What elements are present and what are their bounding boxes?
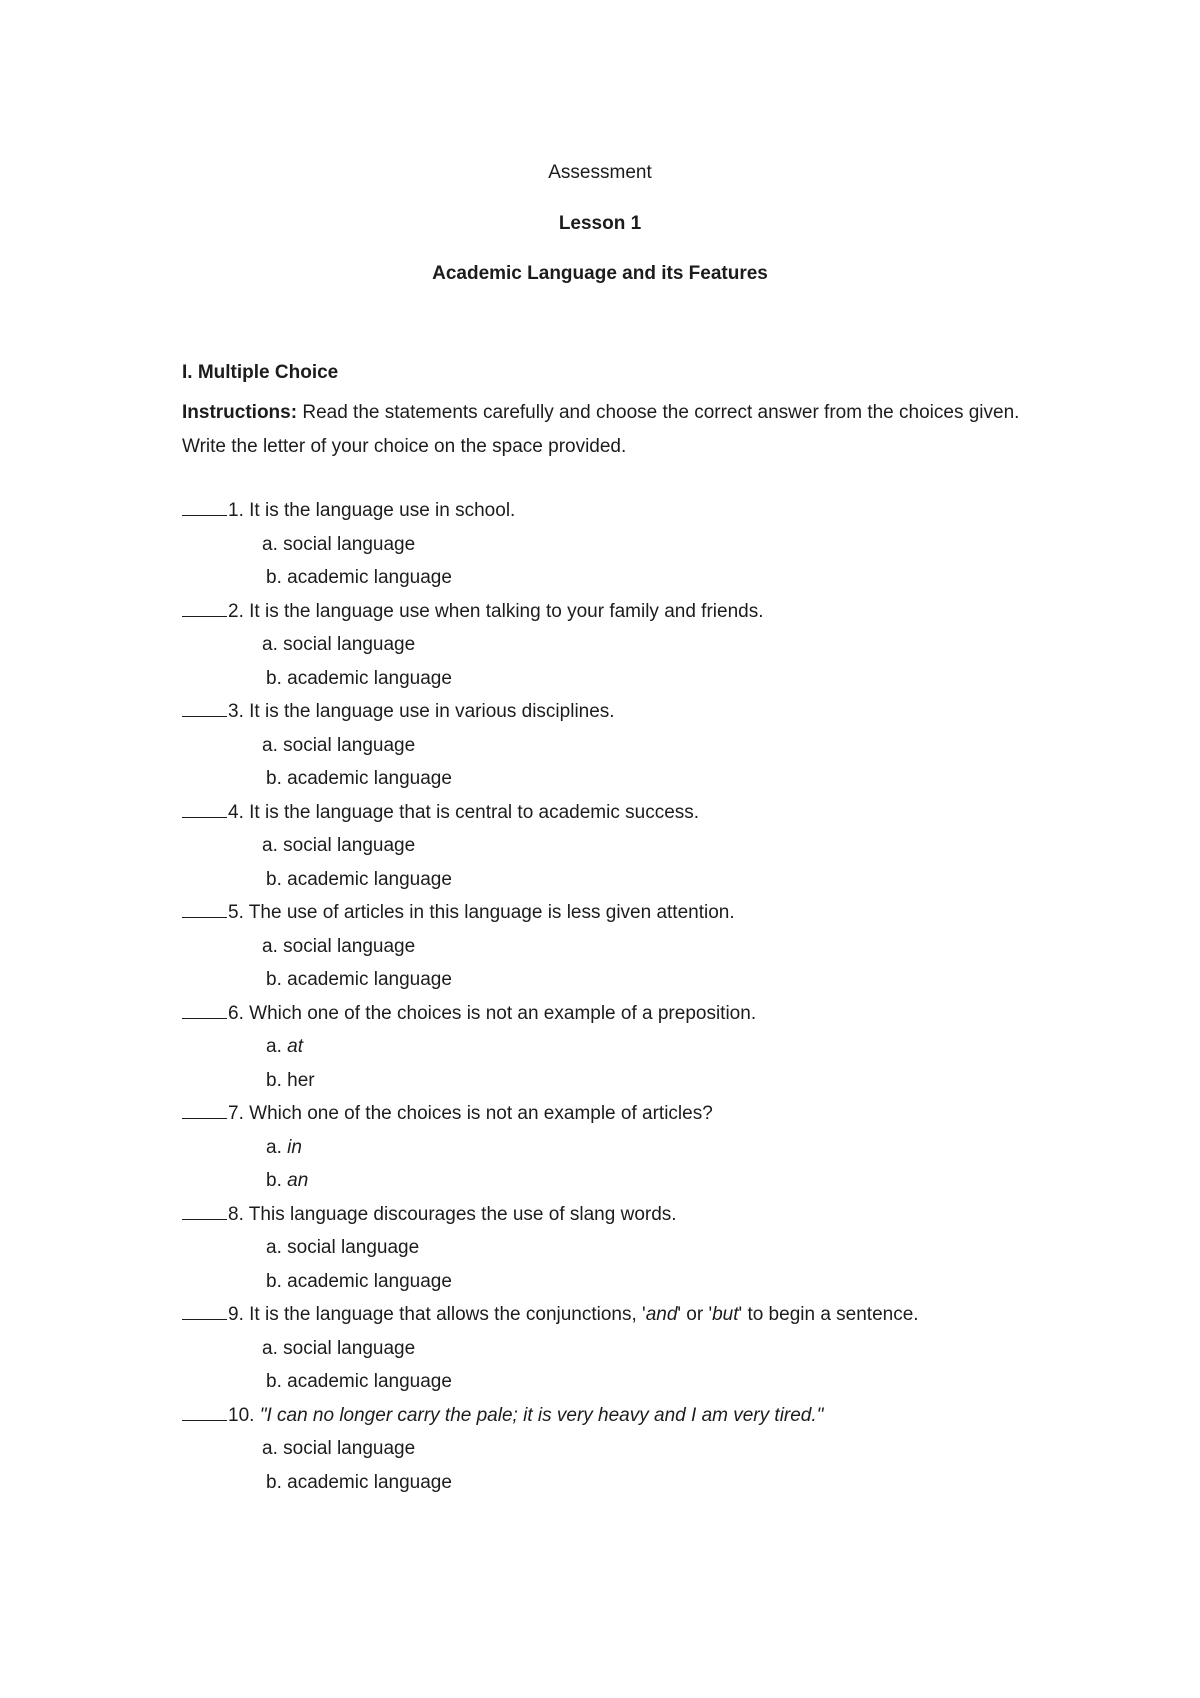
answer-blank[interactable]: [182, 595, 227, 617]
option-b: b. academic language: [266, 969, 452, 990]
option-letter: a.: [266, 1036, 288, 1057]
question-text: It is the language use in school.: [243, 500, 516, 521]
question-6: [182, 997, 1082, 1031]
question-quote: "I can no longer carry the pale; it is very heavy and I am very tired.": [259, 1404, 824, 1426]
question-number: 9.: [228, 1304, 244, 1325]
question-text: It is the language that is central to academic success.: [243, 801, 700, 823]
conjunction-but: but: [712, 1304, 739, 1325]
answer-blank[interactable]: [182, 997, 227, 1019]
option-word: in: [287, 1136, 302, 1158]
lesson-heading: Lesson 1: [558, 213, 642, 234]
question-text: This language discourages the use of slang words.: [243, 1203, 677, 1225]
answer-blank[interactable]: [182, 896, 227, 918]
instructions-label: Instructions:: [182, 402, 298, 423]
answer-blank[interactable]: [182, 1399, 227, 1421]
question-list: [182, 494, 1082, 1499]
question-text: ' or ': [677, 1304, 713, 1325]
instructions-text: Read the statements carefully and choose the correct answer from the choices given. Write the letter of your choice on the space provided.: [182, 402, 1020, 457]
answer-blank[interactable]: [182, 695, 227, 717]
question-number: 4.: [228, 801, 244, 823]
question-text: The use of articles in this language is less given attention.: [243, 902, 735, 923]
option-a: [182, 1131, 1082, 1165]
option-word: at: [287, 1036, 303, 1057]
option-a: a. social language: [262, 533, 416, 555]
option-a: a. social language: [262, 835, 416, 856]
question-number: 6.: [228, 1002, 244, 1024]
answer-blank[interactable]: [182, 1298, 227, 1320]
option-b: b. academic language: [266, 868, 452, 890]
answer-blank[interactable]: [182, 494, 227, 516]
question-text: It is the language use when talking to your family and friends.: [243, 600, 764, 622]
option-b: [182, 1164, 1082, 1198]
question-3: [182, 695, 1082, 729]
answer-blank[interactable]: [182, 796, 227, 818]
option-a: a. social language: [262, 1337, 416, 1359]
question-9: [182, 1298, 1082, 1332]
option-letter: a.: [266, 1136, 288, 1158]
question-number: 10.: [228, 1404, 255, 1426]
option-a: a. social language: [262, 634, 416, 655]
question-2: [182, 595, 1082, 629]
question-text: It is the language that allows the conjunctions, ': [243, 1304, 646, 1325]
option-b: b. academic language: [266, 1371, 452, 1392]
question-number: 5.: [228, 902, 244, 923]
answer-blank[interactable]: [182, 1198, 227, 1220]
question-number: 2.: [228, 600, 244, 622]
topic-heading: Academic Language and its Features: [432, 263, 768, 284]
instructions: [182, 396, 1037, 464]
question-number: 3.: [228, 701, 244, 722]
question-5: [182, 896, 1082, 930]
question-10: [182, 1399, 1082, 1433]
option-b: b. academic language: [266, 567, 452, 588]
answer-blank[interactable]: [182, 1097, 227, 1119]
assessment-heading: Assessment: [548, 162, 652, 183]
section-title: I. Multiple Choice: [182, 362, 339, 383]
option-a: [182, 1030, 1082, 1064]
question-7: [182, 1097, 1082, 1131]
question-number: 7.: [228, 1103, 244, 1124]
question-text: Which one of the choices is not an example of a preposition.: [243, 1002, 757, 1024]
option-a: a. social language: [262, 734, 416, 756]
option-b: b. her: [266, 1069, 315, 1091]
option-word: an: [287, 1170, 309, 1191]
conjunction-and: and: [645, 1304, 678, 1325]
question-text: It is the language use in various disciplines.: [243, 701, 615, 722]
option-a: a. social language: [262, 1438, 416, 1459]
question-4: [182, 796, 1082, 830]
option-b: b. academic language: [266, 768, 452, 789]
option-a: a. social language: [266, 1237, 420, 1258]
option-b: b. academic language: [266, 1471, 452, 1493]
option-b: b. academic language: [266, 1270, 452, 1292]
question-number: 8.: [228, 1203, 244, 1225]
option-b: b. academic language: [266, 667, 452, 689]
question-1: [182, 494, 1082, 528]
question-8: [182, 1198, 1082, 1232]
question-text: Which one of the choices is not an example of articles?: [243, 1103, 713, 1124]
question-number: 1.: [228, 500, 244, 521]
option-a: a. social language: [262, 935, 416, 957]
question-text: ' to begin a sentence.: [738, 1304, 919, 1325]
option-letter: b.: [266, 1170, 288, 1191]
